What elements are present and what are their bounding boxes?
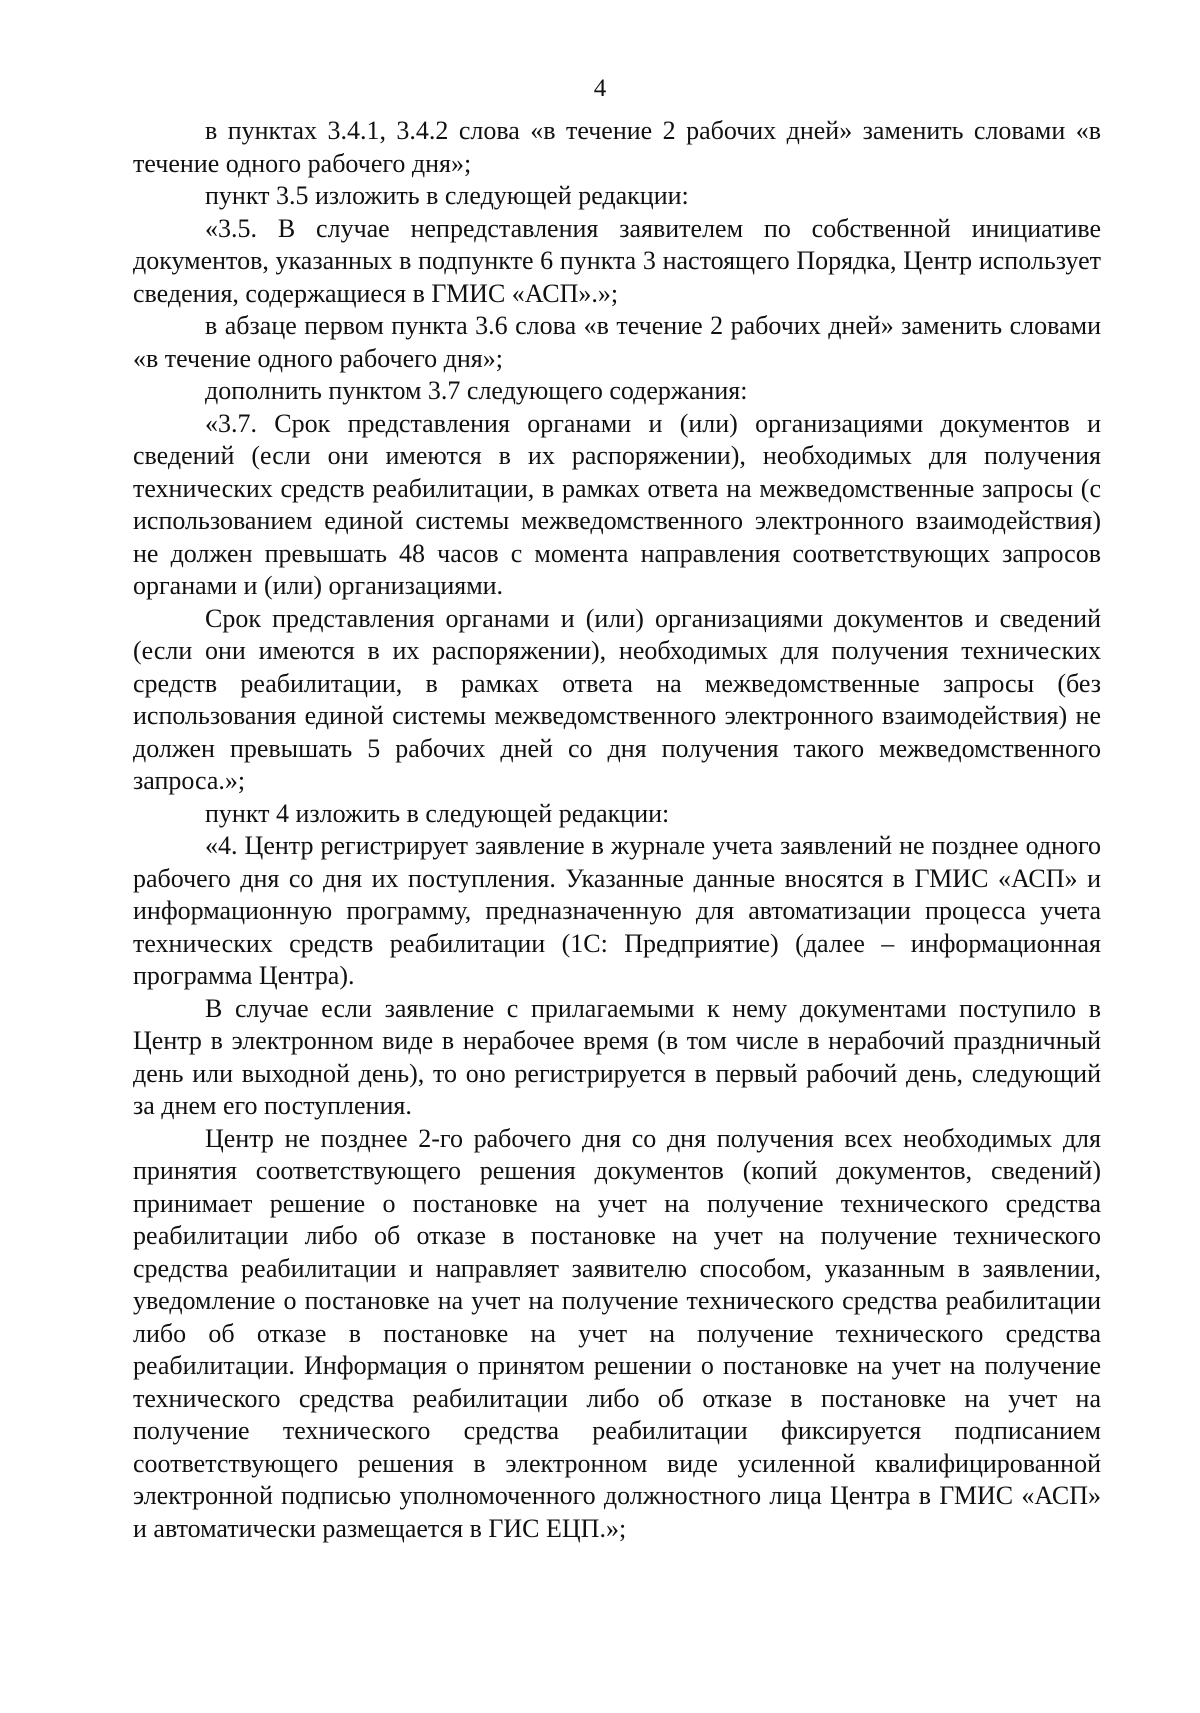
paragraph-item-3-7-text: «3.7. Срок представления органами и (или) организациями документов и сведений (если они имеются в их распоряжении), необходимых для получения технических средств реабилитации, в рамках ответа на межведомственные запросы (с использованием единой системы межведомственного электронного взаимодействия) не должен превышать 48 часов с момента направления соответствующих запросов органами и (или) организациями. [133,408,1101,600]
paragraph-item-3-7-second: Срок представления органами и (или) организациями документов и сведений (если они имеются в их распоряжении), необходимых для получения технических средств реабилитации, в рамках ответа на межведомственные запросы (без использования единой системы межведомственного электронного взаимодействия) не должен превышать 5 рабочих дней со дня получения такого межведомственного запроса.»; [133,603,1101,795]
paragraph-item-4-text: «4. Центр регистрирует заявление в журнале учета заявлений не позднее одного рабочего дня со дня их поступления. Указанные данные вносятся в ГМИС «АСП» и информационную программу, предназначенную для автоматизации процесса учета технических средств реабилитации (1С: Предприятие) (далее – информационная программа Центра). [133,831,1101,990]
paragraph-item-4-decision: Центр не позднее 2-го рабочего дня со дня получения всех необходимых для принятия соответствующего решения документов (копий документов, сведений) принимает решение о постановке на учет на получение технического средства реабилитации либо об отказе в постановке на учет на получение технического средства реабилитации и направляет заявителю способом, указанным в заявлении, уведомление о постановке на учет на получение технического средства реабилитации либо об отказе в постановке на учет на получение технического средства реабилитации. Информация о принятом решении о постановке на учет на получение технического средства реабилитации либо об отказе в постановке на учет на получение технического средства реабилитации фиксируется подписанием соответствующего решения в электронном виде усиленной квалифицированной электронной подписью уполномоченного должностного лица Центра в ГМИС «АСП» и автоматически размещается в ГИС ЕЦП.»; [133,1123,1101,1543]
paragraph-item-4-nonworking: В случае если заявление с прилагаемыми к нему документами поступило в Центр в электронном виде в нерабочее время (в том числе в нерабочий праздничный день или выходной день), то оно регистрируется в первый рабочий день, следующий за днем его поступления. [133,993,1101,1120]
paragraph-item-3-5-intro: пункт 3.5 изложить в следующей редакции: [205,181,689,210]
paragraph-item-4-intro: пункт 4 изложить в следующей редакции: [205,798,670,828]
paragraph-item-3-7-intro: дополнить пунктом 3.7 следующего содержания: [205,376,748,405]
page-number: 4 [593,75,607,102]
paragraph-amend-3-4: в пунктах 3.4.1, 3.4.2 слова «в течение 2 рабочих дней» заменить словами «в течение одного рабочего дня»; [133,116,1101,178]
paragraph-amend-3-6: в абзаце первом пункта 3.6 слова «в течение 2 рабочих дней» заменить словами «в течение одного рабочего дня»; [133,311,1101,373]
paragraph-item-3-5-text: «3.5. В случае непредставления заявителем по собственной инициативе документов, указанных в подпункте 6 пункта 3 настоящего Порядка, Центр использует сведения, содержащиеся в ГМИС «АСП».»; [133,213,1101,308]
document-body [133,115,1101,1545]
